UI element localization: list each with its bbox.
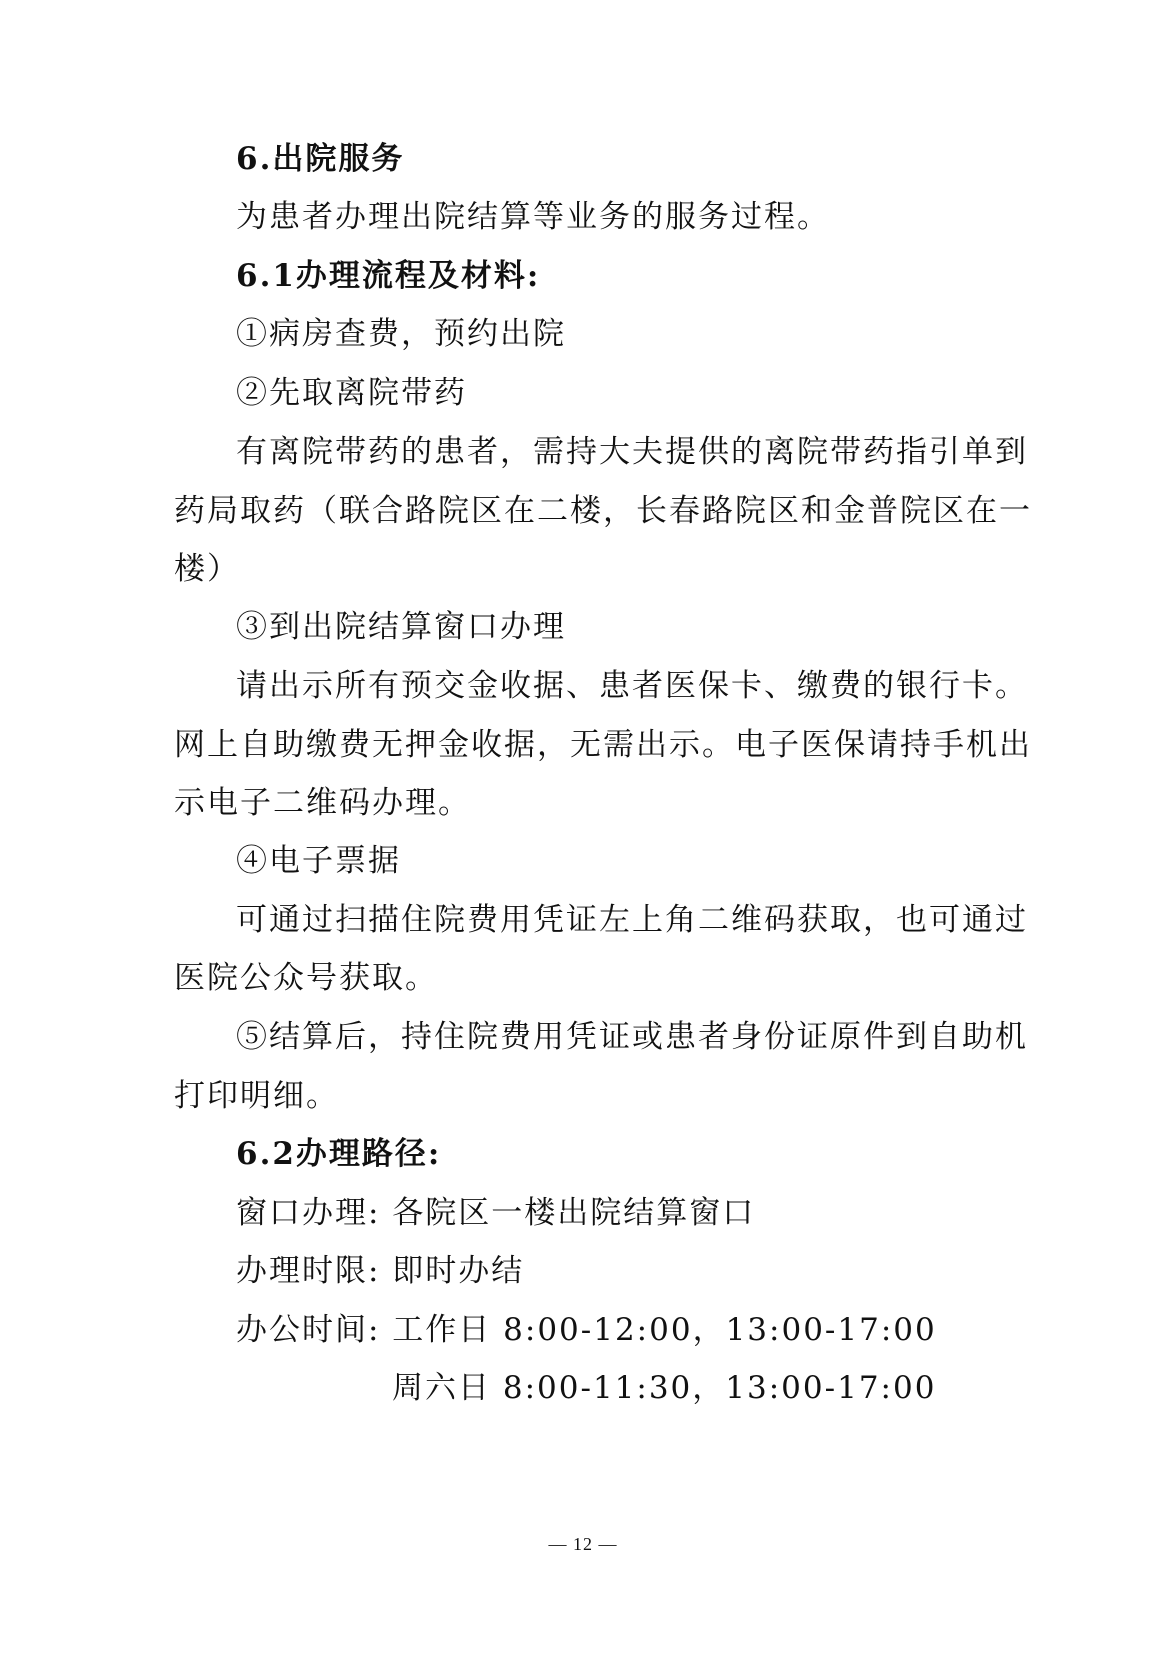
step-5-line1: ⑤结算后，持住院费用凭证或患者身份证原件到自助机 [236,1019,1028,1055]
step-2-desc-line3: 楼） [174,551,240,587]
office-hours-line1: 办公时间: 工作日 8:00-12:00，13:00-17:00 [236,1312,937,1348]
page-number: — 12 — [548,1534,618,1554]
step-3-desc-line3: 示电子二维码办理。 [174,785,471,821]
intro-text: 为患者办理出院结算等业务的服务过程。 [236,199,830,235]
step-3-desc-line1: 请出示所有预交金收据、患者医保卡、缴费的银行卡。 [236,668,1028,704]
step-2: ②先取离院带药 [236,375,467,411]
step-2-desc-line2: 药局取药（联合路院区在二楼，长春路院区和金普院区在一 [174,493,1032,529]
step-4-desc-line1: 可通过扫描住院费用凭证左上角二维码获取，也可通过 [236,902,1028,938]
subsection-title-6-1: 6.1办理流程及材料: [236,258,541,294]
step-4-desc-line2: 医院公众号获取。 [174,960,438,996]
step-1: ①病房查费，预约出院 [236,316,566,352]
section-title: 6.出院服务 [236,141,405,177]
step-4: ④电子票据 [236,843,401,879]
window-handling: 窗口办理: 各院区一楼出院结算窗口 [236,1195,756,1231]
subsection-title-6-2: 6.2办理路径: [236,1136,442,1172]
step-3: ③到出院结算窗口办理 [236,609,566,645]
step-3-desc-line2: 网上自助缴费无押金收据，无需出示。电子医保请持手机出 [174,727,1032,763]
step-2-desc-line1: 有离院带药的患者，需持大夫提供的离院带药指引单到 [236,434,1028,470]
office-hours-line2: 周六日 8:00-11:30，13:00-17:00 [392,1370,937,1406]
time-limit: 办理时限: 即时办结 [236,1253,525,1289]
step-5-line2: 打印明细。 [174,1078,339,1114]
